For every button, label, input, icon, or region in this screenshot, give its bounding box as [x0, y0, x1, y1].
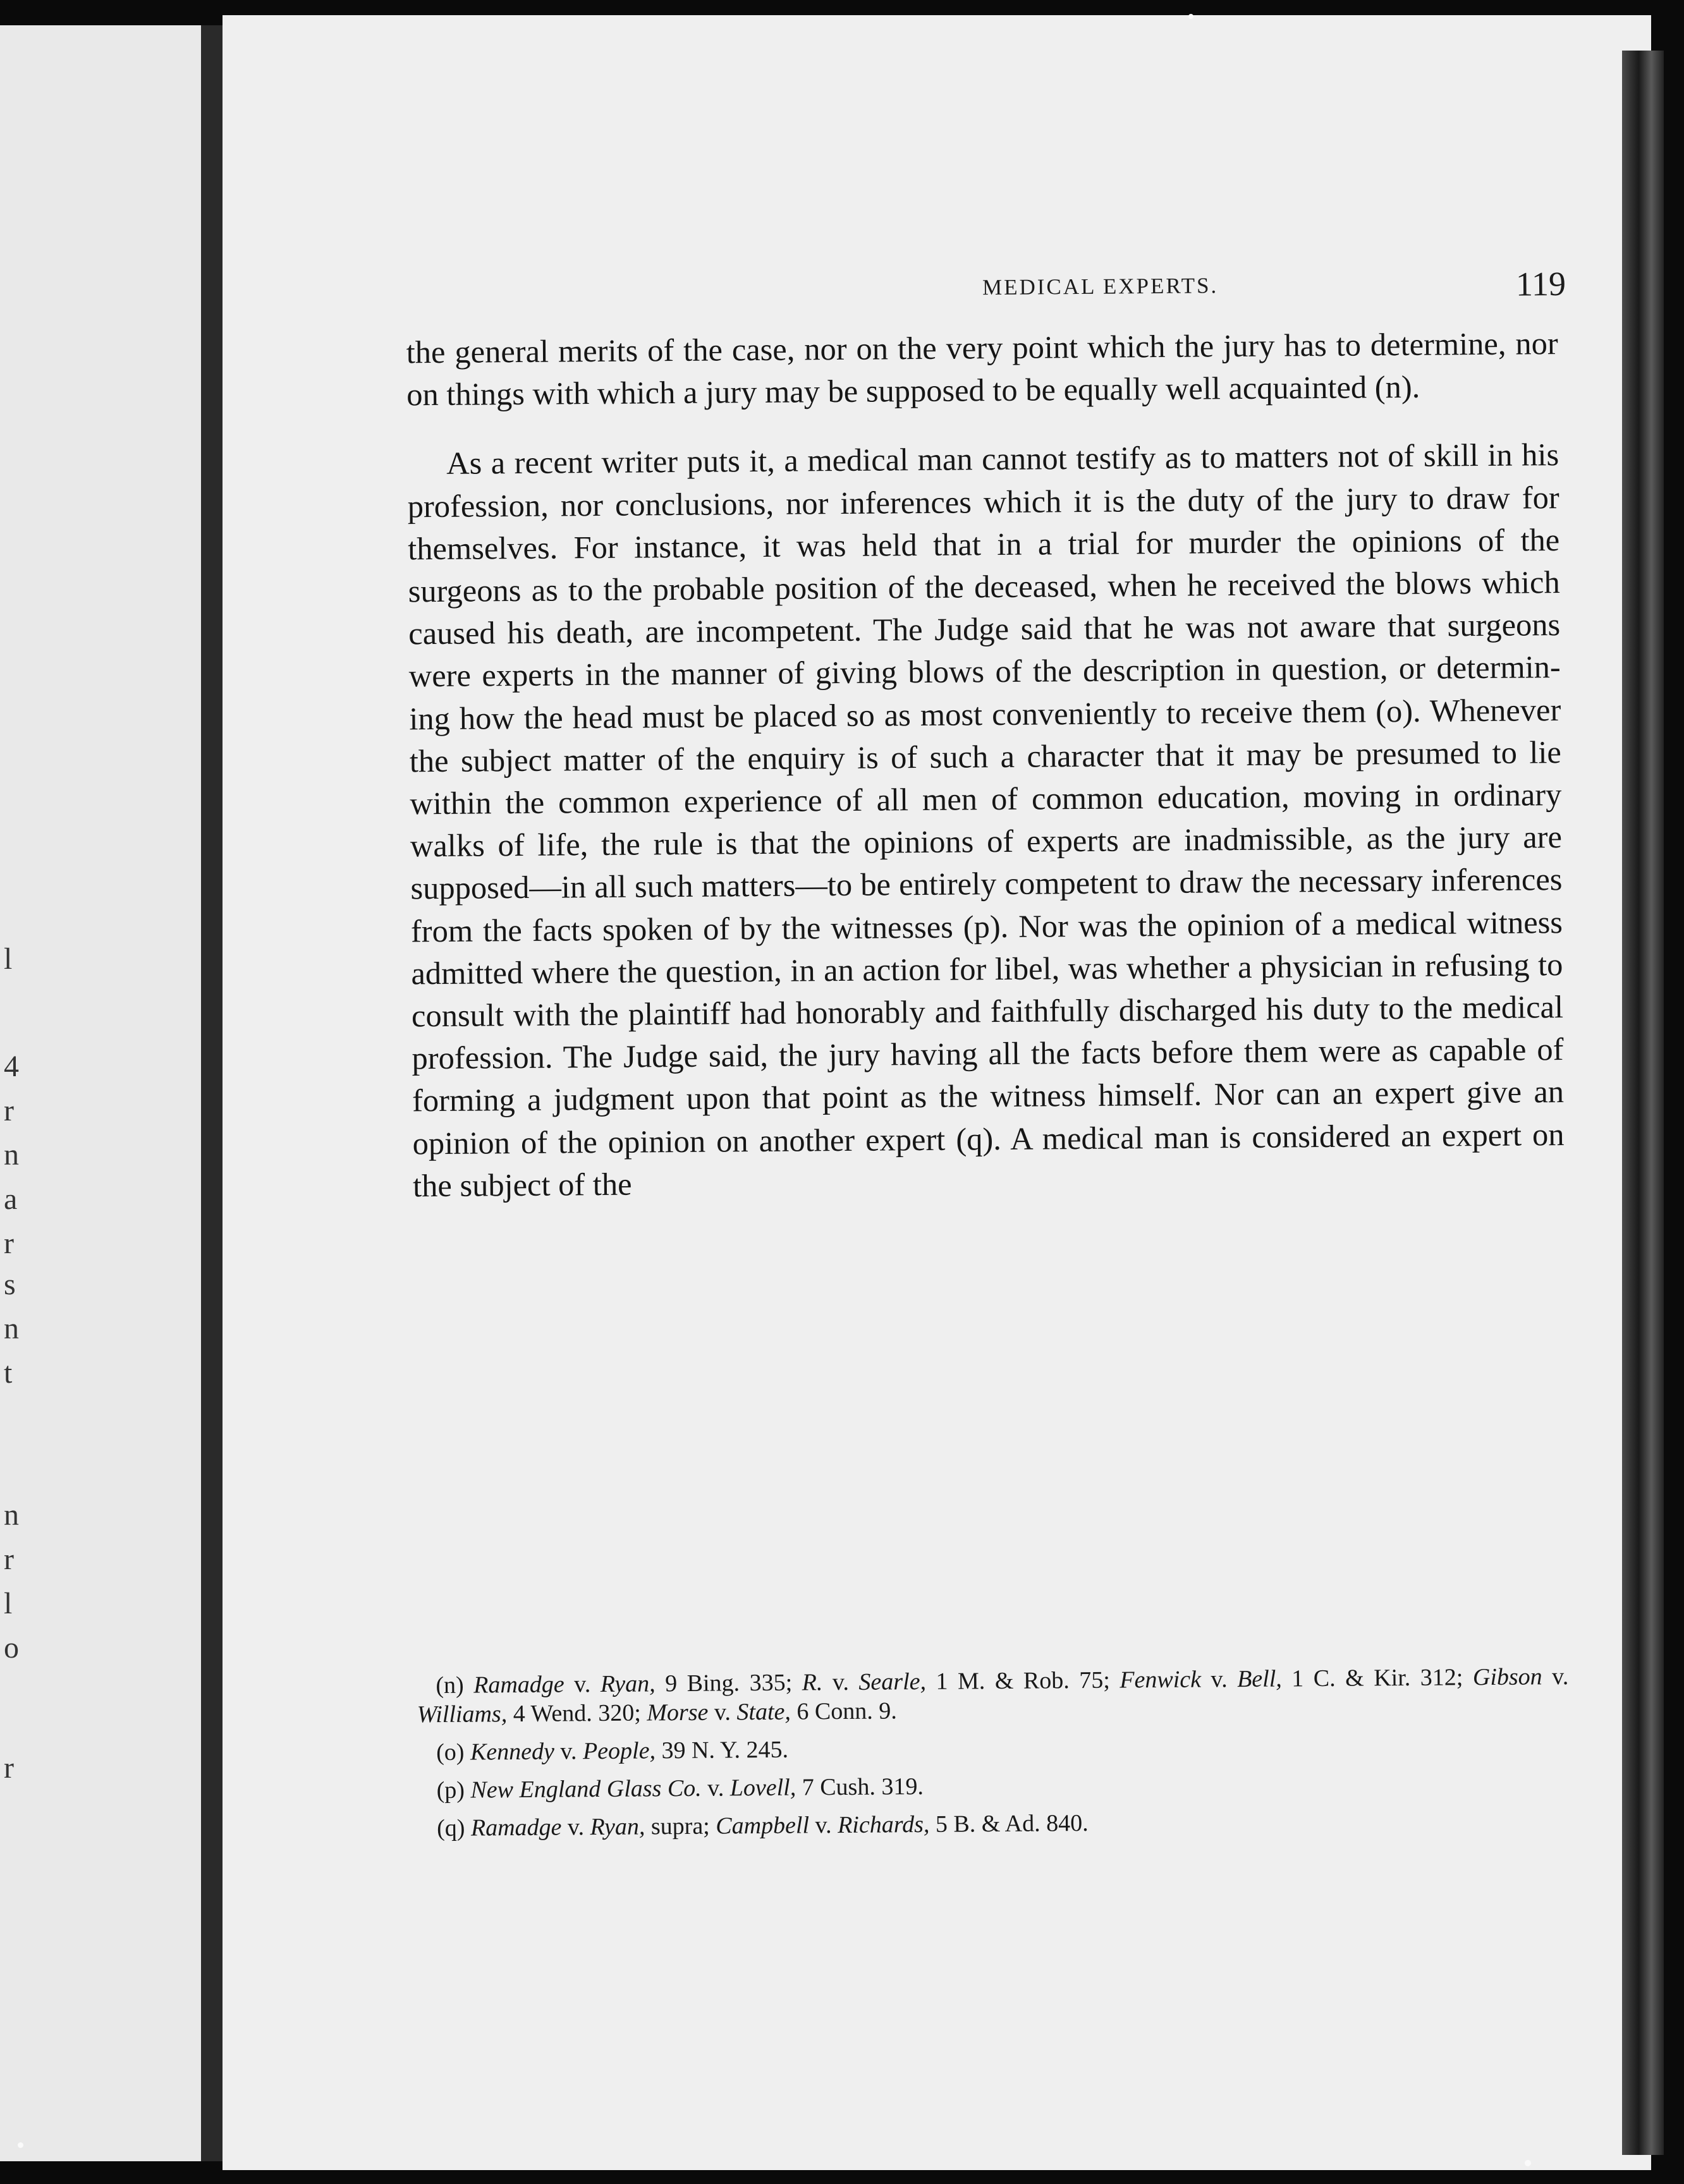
margin-fragment: s [4, 1268, 16, 1301]
page-content [214, 9, 1631, 2175]
facing-page-letter-fragments [0, 0, 25, 2184]
case-name: Ryan, [590, 1813, 645, 1841]
case-name: Campbell [716, 1812, 810, 1840]
margin-fragment: n [4, 1498, 19, 1532]
text-line: an expert give an opinion of the opinion on another expert (q). [412, 1074, 1565, 1161]
book-page [223, 15, 1651, 2170]
margin-fragment: 4 [4, 1050, 19, 1083]
text-line: As a recent writer puts it, a medical man cannot testify [446, 440, 1166, 482]
case-name: Ramadge [473, 1671, 564, 1699]
margin-fragment: r [4, 1751, 14, 1785]
text-line: by the witnesses (p). Nor was the opinion of a medical [739, 904, 1467, 946]
text-line: the opinions of experts are inadmissible, as the jury are [811, 819, 1563, 861]
facing-page-edge [0, 25, 221, 2161]
case-name: Richards, [837, 1811, 930, 1839]
footnote-mark: (q) [436, 1814, 465, 1842]
text-line: witness admitted where the question, in an action for libel, [411, 904, 1563, 992]
text-line: caused his death, are incompetent. The Judge said that [408, 610, 1144, 652]
citation: 1 C. & Kir. 312; [1281, 1664, 1474, 1692]
text-line: enquiry is of such a character that it may be presumed to [747, 734, 1530, 776]
margin-fragment: n [4, 1312, 19, 1345]
citation: 1 M. & Rob. 75; [925, 1666, 1120, 1695]
margin-fragment: r [4, 1094, 14, 1127]
text-line: of giving blows of the description in question, or determin- [778, 649, 1561, 691]
scan-speck [1188, 14, 1193, 19]
scan-speck [18, 2142, 23, 2148]
scan-speck [1525, 2160, 1531, 2166]
text-line: may be supposed to be equally well acquainted (n). [764, 368, 1420, 410]
case-name: Ramadge [470, 1814, 562, 1841]
citation: 4 Wend. 320; [507, 1699, 647, 1728]
margin-fragment: l [4, 1587, 13, 1620]
margin-fragment: r [4, 1227, 14, 1260]
citation: supra; [645, 1812, 716, 1840]
citation: 6 Conn. 9. [790, 1697, 897, 1725]
text-line: position of the deceased, when he received the blows which [774, 564, 1560, 606]
text-line: education, moving in ordinary walks of life, the rule is that [410, 777, 1562, 864]
text-line: themselves. For instance, it was held that in a trial for [407, 525, 1189, 567]
footnote-p [417, 1767, 1569, 1805]
paragraph-2 [407, 434, 1565, 1207]
text-line: to receive them (o). Whenever the subject matter of the [409, 691, 1561, 779]
text-line: to the medical profession. The Judge said, the jury having [412, 989, 1564, 1076]
case-name: Bell, [1236, 1665, 1282, 1693]
case-name: Morse [647, 1699, 709, 1726]
footnote-mark: (p) [436, 1776, 465, 1804]
body-text [406, 322, 1565, 1207]
footnote-n [417, 1662, 1569, 1729]
text-line: as to matters not of skill in his profession, nor conclusions, [407, 437, 1559, 524]
text-line: plaintiff had honorably and faithfully discharged his duty [628, 990, 1380, 1032]
running-head: MEDICAL EXPERTS. [982, 273, 1219, 300]
footnote-q [418, 1805, 1570, 1843]
text-line: all the facts before them were as capable of forming a [412, 1031, 1564, 1119]
citation: 9 Bing. 335; [655, 1669, 802, 1697]
case-name: Lovell, [729, 1774, 796, 1802]
footnote-o [417, 1729, 1569, 1767]
text-line: nor inferences which it is the duty of the jury to draw for [785, 479, 1559, 521]
case-name: Ryan, [600, 1670, 656, 1698]
margin-fragment: o [4, 1631, 19, 1665]
versus: v. [708, 1699, 737, 1726]
text-line: supposed—in all such matters—to be entirely competent [410, 864, 1147, 906]
case-name: Fenwick [1120, 1666, 1202, 1694]
text-line: the jury has to determine, nor on things with which a jury [406, 325, 1558, 413]
case-name: Kennedy [470, 1738, 555, 1766]
versus: v. [822, 1668, 859, 1696]
citation: 39 N. Y. 245. [655, 1736, 789, 1764]
versus: v. [808, 1812, 838, 1839]
versus: v. [701, 1774, 730, 1802]
case-name: People, [582, 1737, 656, 1765]
margin-fragment: t [4, 1356, 13, 1390]
margin-fragment: n [4, 1138, 19, 1172]
text-line: A medical man is considered an expert on the subject of the [412, 1116, 1565, 1204]
versus: v. [564, 1671, 601, 1698]
footnotes [417, 1662, 1570, 1852]
citation: 5 B. & Ad. 840. [929, 1809, 1089, 1838]
versus: v. [1542, 1663, 1569, 1690]
text-line: the general merits of the case, nor on the very point which [406, 328, 1175, 370]
versus: v. [1200, 1666, 1238, 1693]
footnote-mark: (n) [436, 1671, 464, 1699]
case-name: State, [736, 1698, 791, 1726]
text-line: to draw the necessary inferences from the facts spoken of [410, 861, 1563, 949]
margin-fragment: l [4, 942, 13, 976]
margin-fragment: a [4, 1182, 18, 1216]
text-line: judgment upon that point as the witness himself. Nor can [553, 1076, 1333, 1118]
page-block-edge [1622, 51, 1664, 2155]
text-line: ing how the head must be placed so as most conveniently [409, 695, 1167, 736]
margin-fragment: r [4, 1543, 14, 1576]
text-line: he was not aware that surgeons were experts in the manner [408, 607, 1561, 694]
case-name: Williams, [417, 1701, 508, 1728]
versus: v. [561, 1814, 590, 1841]
case-name: Searle, [858, 1668, 927, 1696]
citation: 7 Cush. 319. [796, 1773, 924, 1801]
paragraph-1 [406, 322, 1559, 416]
case-name: Gibson [1472, 1663, 1542, 1691]
text-line: murder the opinions of the surgeons as to the probable [408, 521, 1560, 609]
versus: v. [554, 1738, 583, 1765]
text-line: was whether a physician in refusing to consult with the [411, 946, 1563, 1034]
case-name: New England Glass Co. [470, 1774, 702, 1804]
page-number: 119 [1515, 264, 1566, 303]
text-line: lie within the common experience of all men of common [410, 734, 1562, 822]
case-name: R. [802, 1669, 823, 1696]
footnote-mark: (o) [436, 1738, 465, 1766]
